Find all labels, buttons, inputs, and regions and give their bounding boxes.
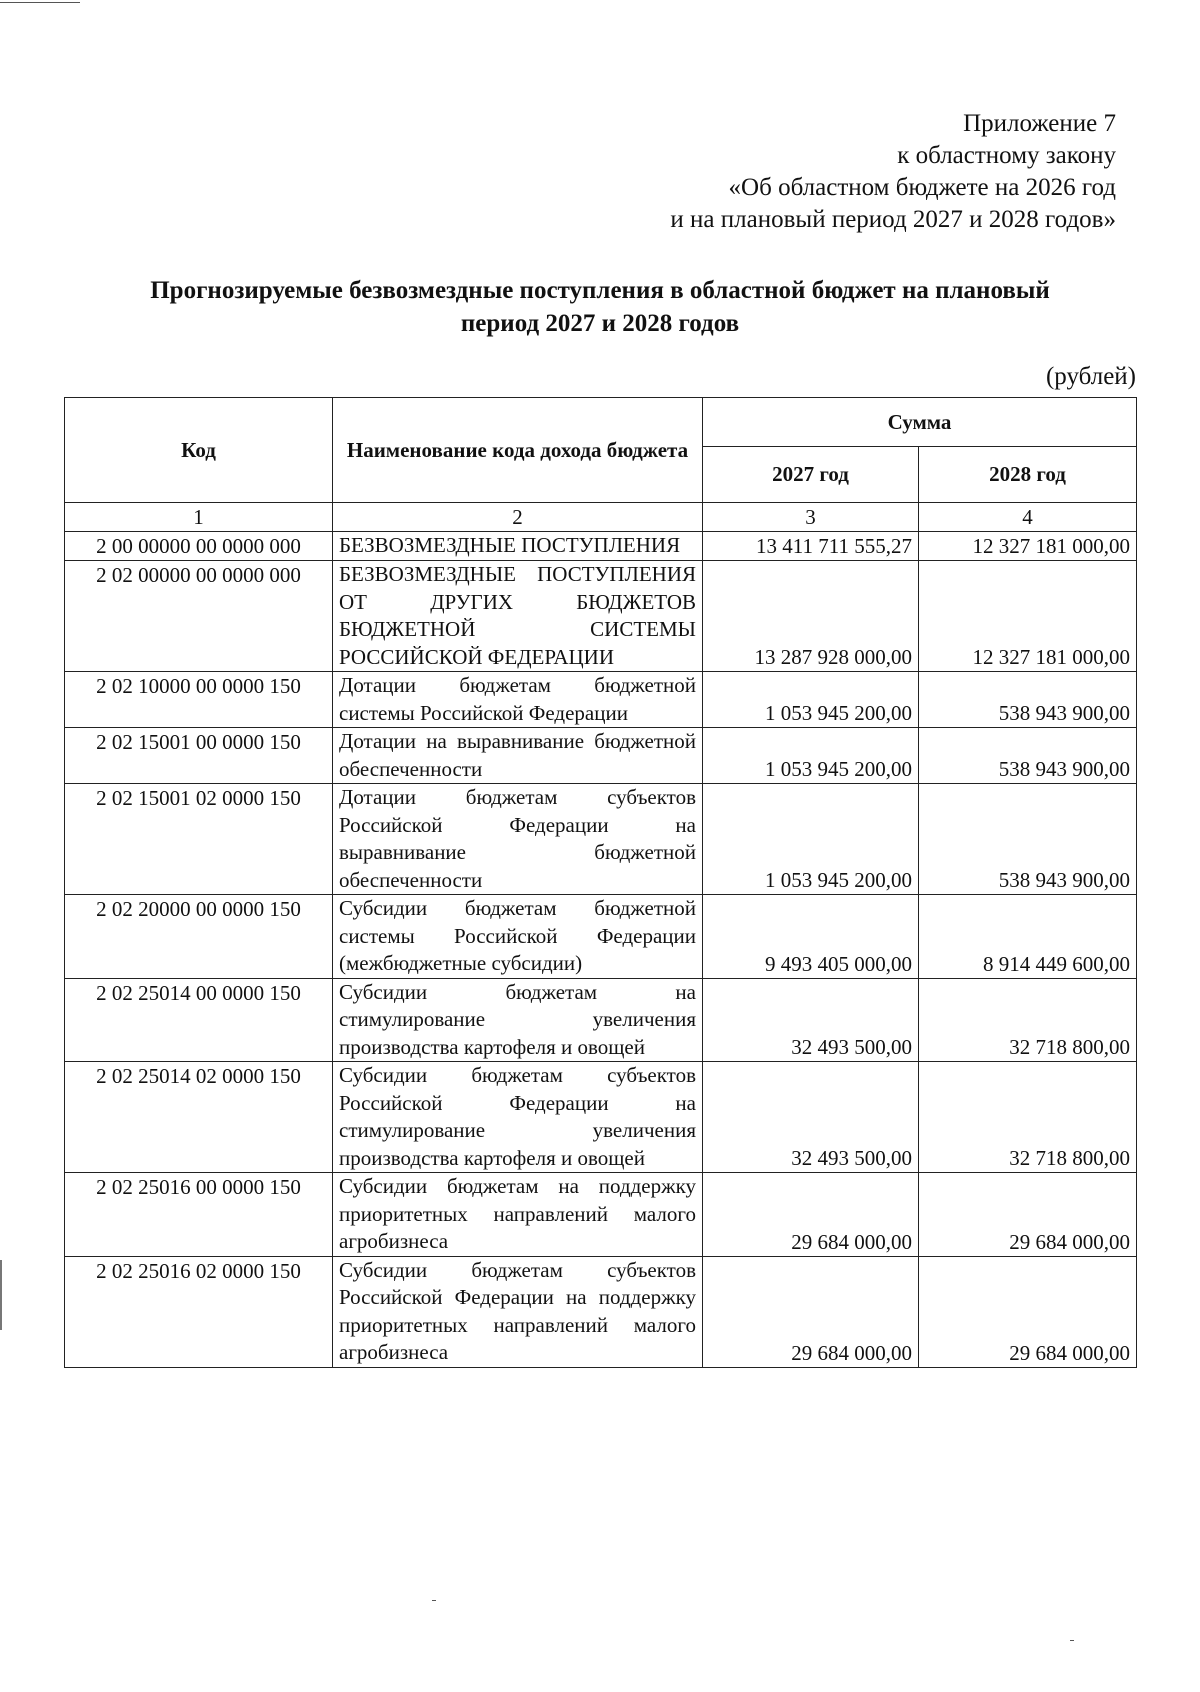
- appendix-law-ref: к областному закону: [897, 142, 1116, 169]
- table-row: [65, 1173, 1137, 1257]
- row-name: Субсидии бюджетам на стимулирование увеличения производства картофеля и овощей: [333, 978, 703, 1062]
- budget-table: [64, 397, 1137, 1368]
- scan-speck: [432, 1600, 436, 1601]
- document-title-line-2: период 2027 и 2028 годов: [460, 310, 740, 337]
- row-code: 2 02 00000 00 0000 000: [65, 561, 333, 672]
- column-number: 2: [333, 503, 703, 532]
- table-row: [65, 1062, 1137, 1173]
- table-row: [65, 978, 1137, 1062]
- scan-margin-mark: [0, 1260, 2, 1330]
- row-amount-2028: 32 718 800,00: [919, 978, 1137, 1062]
- row-name: Субсидии бюджетам субъектов Российской Федерации на поддержку приоритетных направлений малого агробизнеса: [333, 1256, 703, 1367]
- row-code: 2 02 25016 02 0000 150: [65, 1256, 333, 1367]
- row-name: Субсидии бюджетам субъектов Российской Федерации на стимулирование увеличения производства картофеля и овощей: [333, 1062, 703, 1173]
- table-row: [65, 672, 1137, 728]
- row-amount-2028: 29 684 000,00: [919, 1256, 1137, 1367]
- row-amount-2027: 32 493 500,00: [703, 978, 919, 1062]
- row-amount-2027: 29 684 000,00: [703, 1256, 919, 1367]
- header-sum: Сумма: [703, 398, 1137, 447]
- scan-speck: [1070, 1640, 1074, 1641]
- row-amount-2027: 1 053 945 200,00: [703, 784, 919, 895]
- row-amount-2028: 32 718 800,00: [919, 1062, 1137, 1173]
- table-row: [65, 784, 1137, 895]
- row-code: 2 02 25016 00 0000 150: [65, 1173, 333, 1257]
- row-amount-2027: 13 411 711 555,27: [703, 532, 919, 561]
- row-amount-2027: 1 053 945 200,00: [703, 728, 919, 784]
- table-row: [65, 561, 1137, 672]
- row-code: 2 02 15001 00 0000 150: [65, 728, 333, 784]
- row-amount-2027: 9 493 405 000,00: [703, 895, 919, 979]
- scan-edge-line: [0, 2, 80, 3]
- table-header-row: [65, 398, 1137, 447]
- header-code: Код: [65, 398, 333, 503]
- row-amount-2028: 8 914 449 600,00: [919, 895, 1137, 979]
- row-amount-2027: 29 684 000,00: [703, 1173, 919, 1257]
- row-amount-2027: 1 053 945 200,00: [703, 672, 919, 728]
- column-number: 4: [919, 503, 1137, 532]
- row-code: 2 02 20000 00 0000 150: [65, 895, 333, 979]
- column-number: 3: [703, 503, 919, 532]
- row-amount-2028: 12 327 181 000,00: [919, 532, 1137, 561]
- row-code: 2 02 25014 02 0000 150: [65, 1062, 333, 1173]
- row-amount-2028: 12 327 181 000,00: [919, 561, 1137, 672]
- row-name: БЕЗВОЗМЕЗДНЫЕ ПОСТУПЛЕНИЯ ОТ ДРУГИХ БЮДЖЕТОВ БЮДЖЕТНОЙ СИСТЕМЫ РОССИЙСКОЙ ФЕДЕРАЦИИ: [333, 561, 703, 672]
- row-code: 2 00 00000 00 0000 000: [65, 532, 333, 561]
- table-row: [65, 532, 1137, 561]
- column-number: 1: [65, 503, 333, 532]
- header-year-2028: 2028 год: [919, 447, 1137, 503]
- row-amount-2027: 13 287 928 000,00: [703, 561, 919, 672]
- document-title-line-1: Прогнозируемые безвозмездные поступления в областной бюджет на плановый: [150, 277, 1050, 304]
- header-name: Наименование кода дохода бюджета: [333, 398, 703, 503]
- row-amount-2027: 32 493 500,00: [703, 1062, 919, 1173]
- appendix-header: [670, 108, 1116, 236]
- row-amount-2028: 538 943 900,00: [919, 728, 1137, 784]
- row-name: Дотации бюджетам субъектов Российской Федерации на выравнивание бюджетной обеспеченности: [333, 784, 703, 895]
- row-code: 2 02 25014 00 0000 150: [65, 978, 333, 1062]
- row-code: 2 02 10000 00 0000 150: [65, 672, 333, 728]
- row-amount-2028: 538 943 900,00: [919, 784, 1137, 895]
- units-label: (рублей): [1045, 363, 1136, 390]
- row-name: Дотации бюджетам бюджетной системы Российской Федерации: [333, 672, 703, 728]
- table-row: [65, 1256, 1137, 1367]
- row-name: БЕЗВОЗМЕЗДНЫЕ ПОСТУПЛЕНИЯ: [333, 532, 703, 561]
- row-name: Дотации на выравнивание бюджетной обеспеченности: [333, 728, 703, 784]
- row-name: Субсидии бюджетам бюджетной системы Российской Федерации (межбюджетные субсидии): [333, 895, 703, 979]
- row-amount-2028: 538 943 900,00: [919, 672, 1137, 728]
- appendix-law-period: и на плановый период 2027 и 2028 годов»: [670, 206, 1116, 233]
- row-name: Субсидии бюджетам на поддержку приоритетных направлений малого агробизнеса: [333, 1173, 703, 1257]
- column-number-row: [65, 503, 1137, 532]
- appendix-number: Приложение 7: [963, 110, 1116, 137]
- header-year-2027: 2027 год: [703, 447, 919, 503]
- row-amount-2028: 29 684 000,00: [919, 1173, 1137, 1257]
- document-title: [60, 274, 1140, 340]
- table-row: [65, 728, 1137, 784]
- row-code: 2 02 15001 02 0000 150: [65, 784, 333, 895]
- table-row: [65, 895, 1137, 979]
- appendix-law-title: «Об областном бюджете на 2026 год: [728, 174, 1116, 201]
